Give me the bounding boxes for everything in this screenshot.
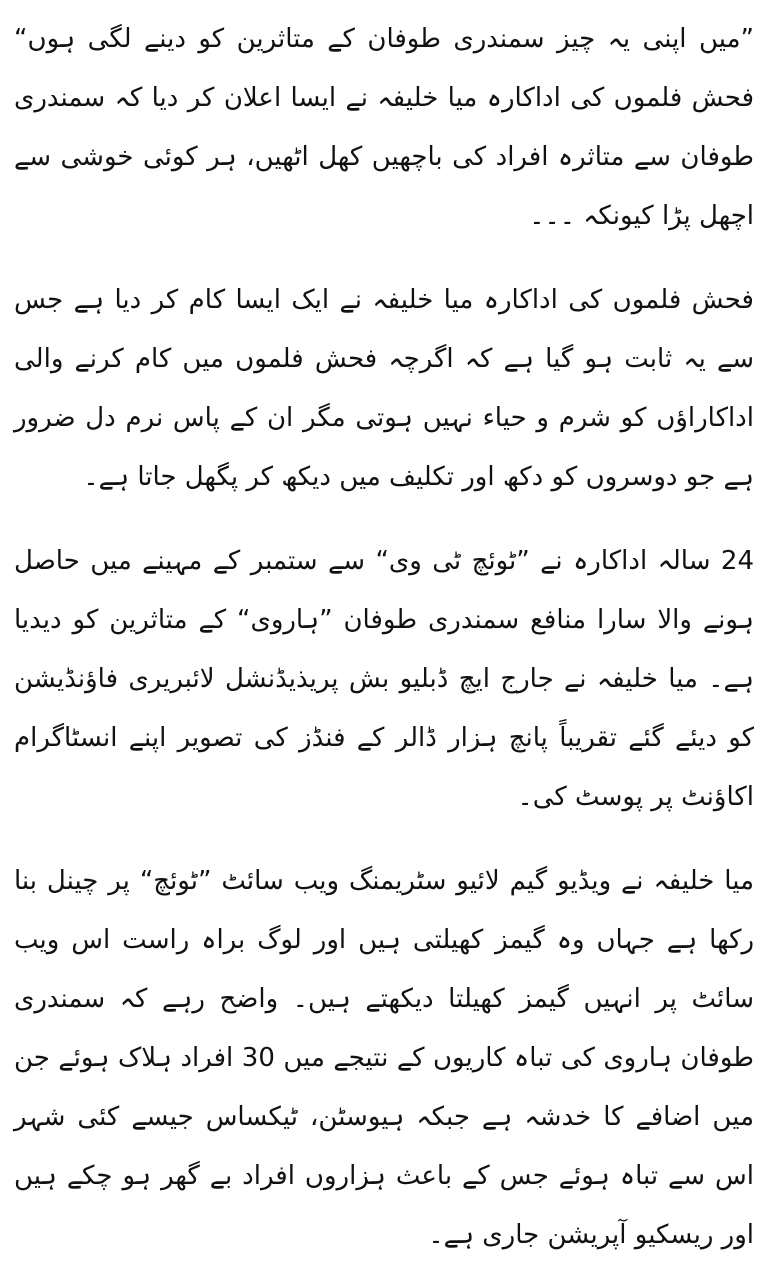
article-body	[14, 0, 754, 1265]
article-paragraph-soft-heart: فحش فلموں کی اداکارہ میا خلیفہ نے ایک ایسا کام کر دیا ہے جس سے یہ ثابت ہو گیا ہے کہ اگرچہ فحش فلموں میں کام کرنے والی اداکاراﺅں کو شرم و حیاء نہیں ہوتی مگر ان کے پاس نرم دل ضرور ہے جو دوسروں کو دکھ اور تکلیف میں دیکھ کر پگھل جاتا ہے۔	[14, 285, 754, 492]
article-paragraph-twitch-harvey: میا خلیفہ نے ویڈیو گیم لائیو سٹریمنگ ویب سائٹ ”ٹوئچ“ پر چینل بنا رکھا ہے جہاں وہ گیمز کھیلتی ہیں اور لوگ براہ راست اس ویب سائٹ پر انہیں گیمز کھیلتا دیکھتے ہیں۔ واضح رہے کہ سمندری طوفان ہاروی کی تباہ کاریوں کے نتیجے میں 30 افراد ہلاک ہوئے جن میں اضافے کا خدشہ ہے جبکہ ہیوسٹن، ٹیکساس جیسے کئی شہر اس سے تباہ ہوئے جس کے باعث ہزاروں افراد بے گھر ہو چکے ہیں اور ریسکیو آپریشن جاری ہے۔	[14, 866, 754, 1250]
article-paragraph-donation: 24 سالہ اداکارہ نے ”ٹوئچ ٹی وی“ سے ستمبر کے مہینے میں حاصل ہونے والا سارا منافع سمندری طوفان ”ہاروی“ کے متاثرین کو دیدیا ہے۔ میا خلیفہ نے جارج ایچ ڈبلیو بش پریذیڈنشل لائبریری فاﺅنڈیشن کو دیئے گئے تقریباً پانچ ہزار ڈالر کے فنڈز کی تصویر اپنے انسٹاگرام اکاﺅنٹ پر پوسٹ کی۔	[14, 546, 754, 812]
article-paragraph-intro: ”میں اپنی یہ چیز سمندری طوفان کے متاثرین کو دینے لگی ہوں“ فحش فلموں کی اداکارہ میا خلیفہ نے ایسا اعلان کر دیا کہ سمندری طوفان سے متاثرہ افراد کی باچھیں کھل اٹھیں، ہر کوئی خوشی سے اچھل پڑا کیونکہ ۔۔۔	[14, 24, 754, 231]
